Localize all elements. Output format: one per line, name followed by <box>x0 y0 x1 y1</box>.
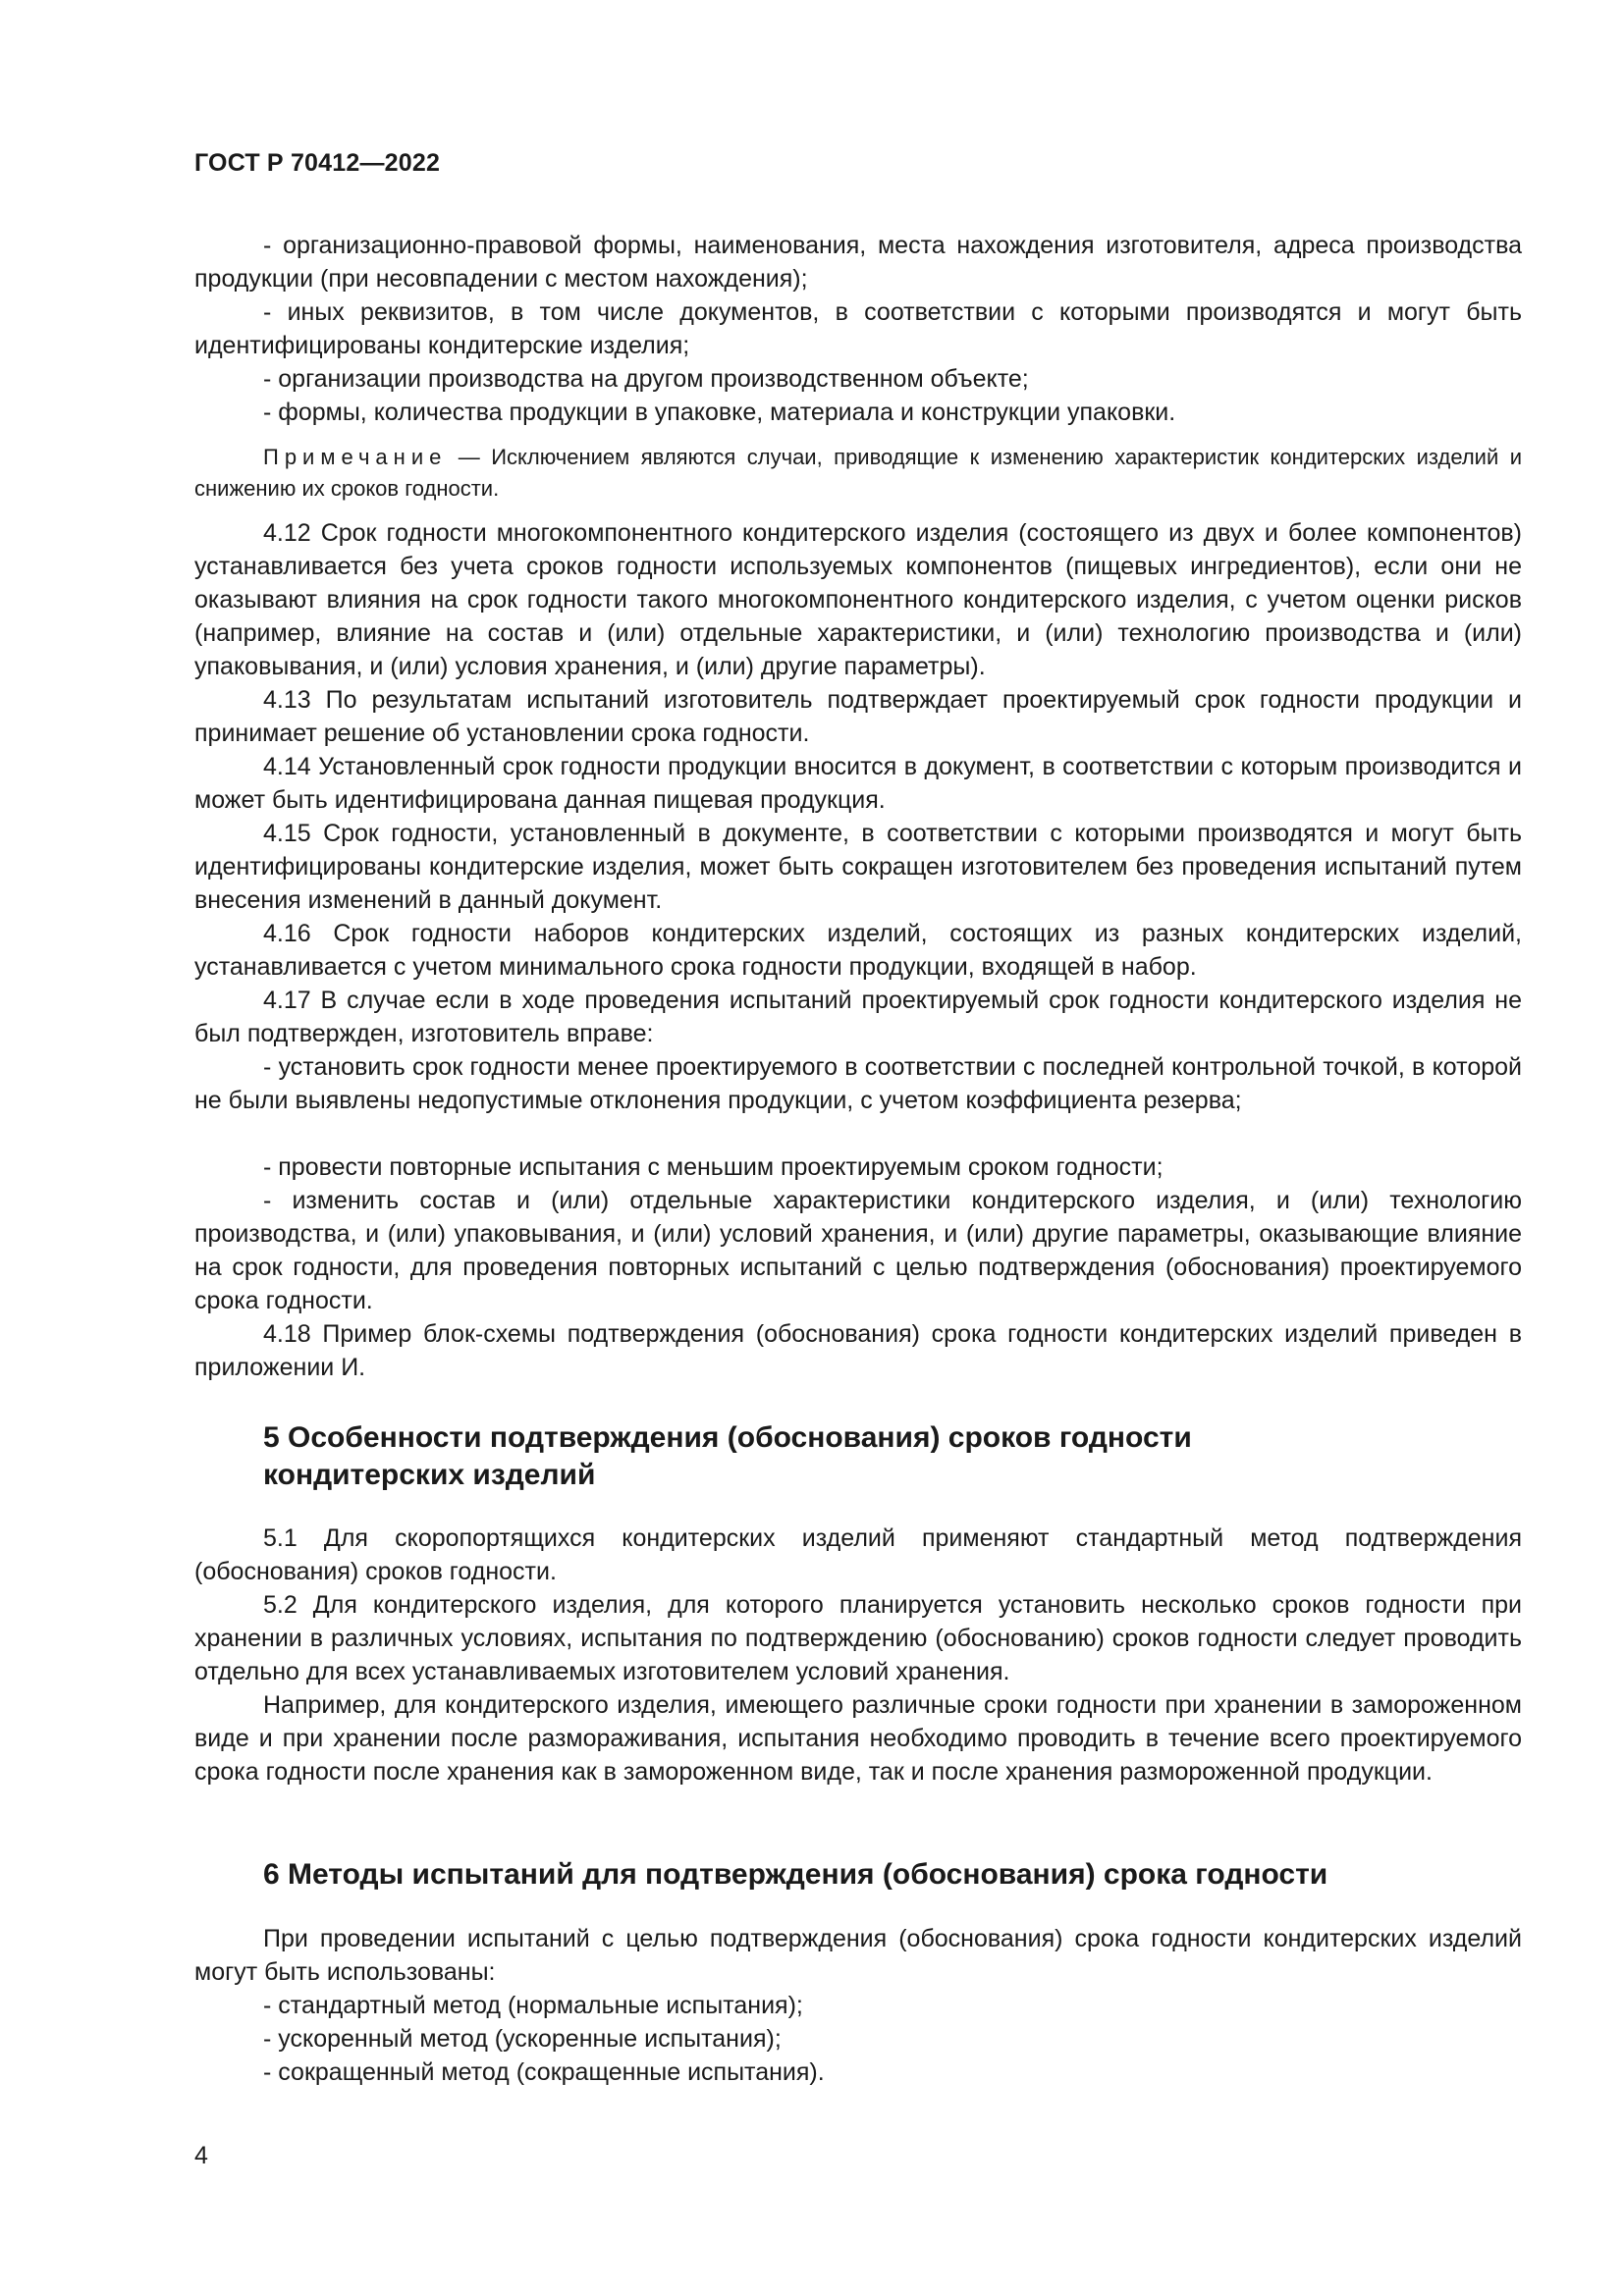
paragraph-4-12: 4.12 Срок годности многокомпонентного кондитерского изделия (состоящего из двух и более компонентов) устанавливается без учета сроков годности используемых компонентов (пищевых ингредиентов), если они не оказывают влияния на срок годности такого многокомпонентного кондитерского изделия, с учетом оценки рисков (например, влияние на состав и (или) отдельные характеристики, и (или) технологию производства и (или) упаковывания, и (или) условия хранения, и (или) другие параметры). <box>194 519 1522 680</box>
paragraph-4-13: 4.13 По результатам испытаний изготовитель подтверждает проектируемый срок годности продукции и принимает решение об установлении срока годности. <box>194 686 1522 747</box>
list-item-reduce-shelf-life: - установить срок годности менее проектируемого в соответствии с последней контрольной точкой, в которой не были выявлены недопустимые отклонения продукции, с учетом коэффициента резерва; <box>194 1053 1522 1114</box>
list-item-change-composition: - изменить состав и (или) отдельные характеристики кондитерского изделия, и (или) технологию производства, и (или) упаковывания, и (или) условий хранения, и (или) другие параметры, оказывающие влияние на срок годности, для проведения повторных испытаний с целью подтверждения (обоснования) проектируемого срока годности. <box>194 1187 1522 1314</box>
paragraph-4-14: 4.14 Установленный срок годности продукции вносится в документ, в соответствии с которым производится и может быть идентифицирована данная пищевая продукция. <box>194 753 1522 814</box>
list-item-repeat-tests: - провести повторные испытания с меньшим проектируемым сроком годности; <box>263 1153 1164 1181</box>
section-5-heading <box>263 1419 1192 1494</box>
note-text: — Исключением являются случаи, приводящие к изменению характеристик кондитерских изделий и снижению их сроков годности. <box>194 445 1522 501</box>
paragraph-4-18: 4.18 Пример блок-схемы подтверждения (обоснования) срока годности кондитерских изделий приведен в приложении И. <box>194 1320 1522 1381</box>
note-label: Примечание <box>263 445 448 469</box>
paragraph-4-16: 4.16 Срок годности наборов кондитерских изделий, состоящих из разных кондитерских изделий, устанавливается с учетом минимального срока годности продукции, входящей в набор. <box>194 920 1522 981</box>
paragraph-5-2: 5.2 Для кондитерского изделия, для которого планируется установить несколько сроков годности при хранении в различных условиях, испытания по подтверждению (обоснованию) сроков годности следует проводить отдельно для всех устанавливаемых изготовителем условий хранения. <box>194 1591 1522 1685</box>
section-5-heading-line1: 5 Особенности подтверждения (обоснования) сроков годности <box>263 1421 1192 1454</box>
page-number: 4 <box>194 2142 208 2169</box>
paragraph-4-15: 4.15 Срок годности, установленный в документе, в соответствии с которыми производятся и могут быть идентифицированы кондитерские изделия, может быть сокращен изготовителем без проведения испытаний путем внесения изменений в данный документ. <box>194 820 1522 914</box>
list-item-standard-method: - стандартный метод (нормальные испытания); <box>263 1992 803 2019</box>
paragraph-5-1: 5.1 Для скоропортящихся кондитерских изделий применяют стандартный метод подтверждения (обоснования) сроков годности. <box>194 1524 1522 1585</box>
list-item-packaging: - формы, количества продукции в упаковке, материала и конструкции упаковки. <box>263 399 1176 426</box>
list-item-other-facility: - организации производства на другом производственном объекте; <box>263 365 1029 393</box>
paragraph-4-17: 4.17 В случае если в ходе проведения испытаний проектируемый срок годности кондитерского изделия не был подтвержден, изготовитель вправе: <box>194 987 1522 1047</box>
paragraph-6-intro: При проведении испытаний с целью подтверждения (обоснования) срока годности кондитерских изделий могут быть использованы: <box>194 1925 1522 1986</box>
paragraph-5-2-example: Например, для кондитерского изделия, имеющего различные сроки годности при хранении в замороженном виде и при хранении после размораживания, испытания необходимо проводить в течение всего проектируемого срока годности после хранения как в замороженном виде, так и после хранения размороженной продукции. <box>194 1691 1522 1786</box>
list-item-accelerated-method: - ускоренный метод (ускоренные испытания); <box>263 2025 782 2053</box>
section-5-heading-line2: кондитерских изделий <box>263 1459 596 1491</box>
note <box>194 442 1522 505</box>
section-6-heading: 6 Методы испытаний для подтверждения (обоснования) срока годности <box>263 1858 1328 1891</box>
document-code: ГОСТ Р 70412—2022 <box>194 149 441 177</box>
list-item-reduced-method: - сокращенный метод (сокращенные испытания). <box>263 2058 825 2086</box>
list-item-requisites: - иных реквизитов, в том числе документов, в соответствии с которыми производятся и могут быть идентифицированы кондитерские изделия; <box>194 298 1522 359</box>
list-item-org-form: - организационно-правовой формы, наименования, места нахождения изготовителя, адреса производства продукции (при несовпадении с местом нахождения); <box>194 232 1522 293</box>
